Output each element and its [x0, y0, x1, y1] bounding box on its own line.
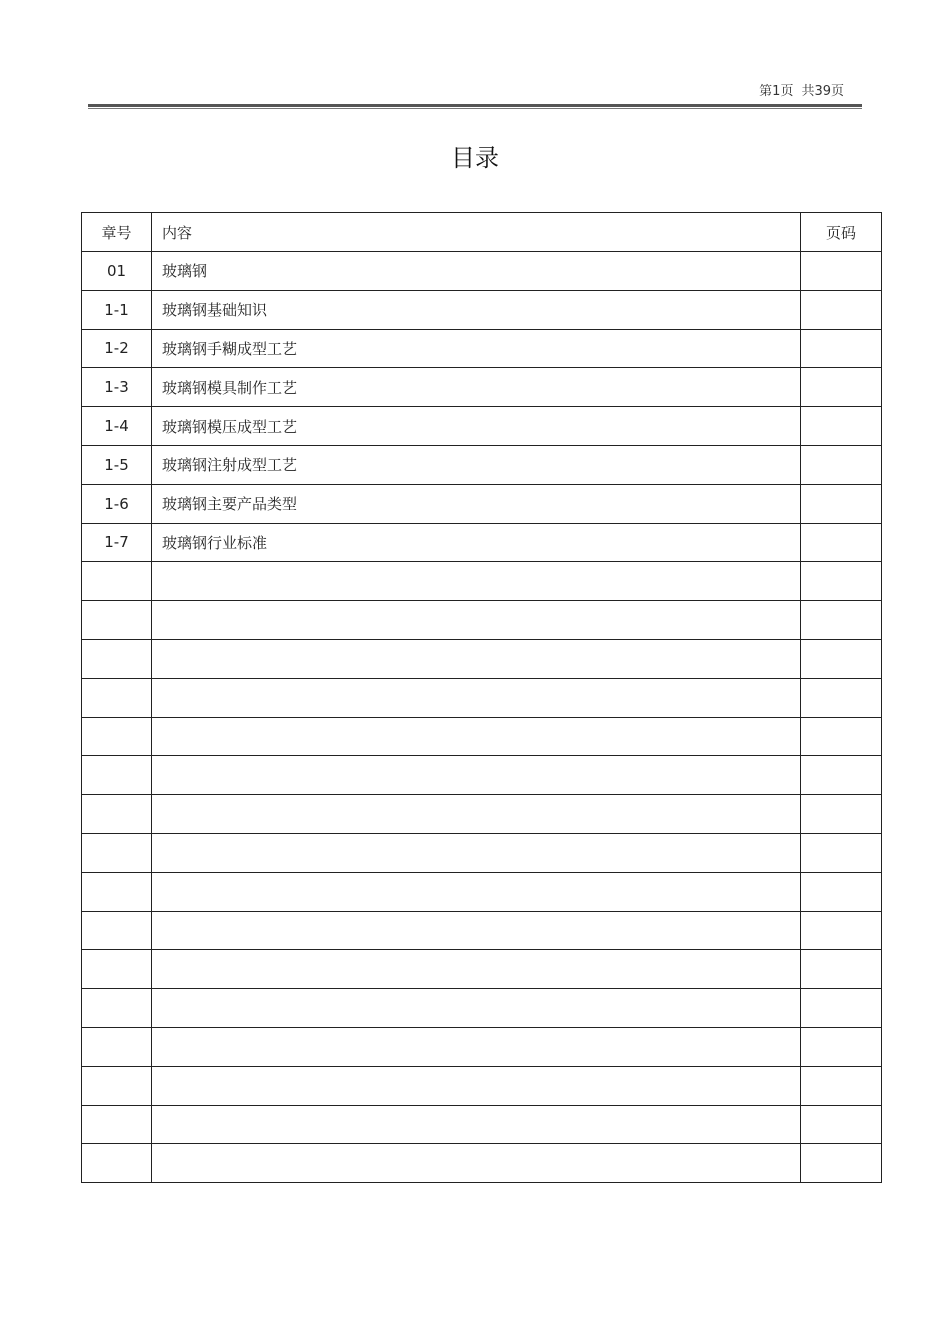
table-row: [82, 795, 882, 834]
content-cell: 玻璃钢模具制作工艺: [152, 368, 801, 407]
toc-header-row: [82, 213, 882, 252]
content-cell: 玻璃钢行业标准: [152, 523, 801, 562]
content-cell: 玻璃钢主要产品类型: [152, 484, 801, 523]
chapter-number-cell: 1-1: [82, 290, 152, 329]
column-header-content: 内容: [152, 213, 801, 252]
content-cell: [152, 717, 801, 756]
chapter-number-cell: [82, 795, 152, 834]
page-number-cell: [801, 872, 882, 911]
content-cell: 玻璃钢基础知识: [152, 290, 801, 329]
table-row: [82, 678, 882, 717]
table-row: [82, 601, 882, 640]
page-number-cell: [801, 989, 882, 1028]
table-row: [82, 523, 882, 562]
page-number-cell: [801, 407, 882, 446]
content-cell: 玻璃钢: [152, 252, 801, 291]
page-number-cell: [801, 911, 882, 950]
chapter-number-cell: 1-5: [82, 445, 152, 484]
page-number-cell: [801, 833, 882, 872]
table-row: [82, 1066, 882, 1105]
table-row: [82, 368, 882, 407]
toc-body: [82, 252, 882, 1183]
table-row: [82, 1144, 882, 1183]
table-row: [82, 1105, 882, 1144]
toc-table: [81, 212, 882, 1183]
chapter-number-cell: [82, 1144, 152, 1183]
content-cell: [152, 1144, 801, 1183]
chapter-number-cell: 1-2: [82, 329, 152, 368]
page-number-cell: [801, 445, 882, 484]
content-cell: [152, 1027, 801, 1066]
chapter-number-cell: [82, 950, 152, 989]
table-row: [82, 484, 882, 523]
table-row: [82, 1027, 882, 1066]
content-cell: [152, 756, 801, 795]
content-cell: 玻璃钢注射成型工艺: [152, 445, 801, 484]
chapter-number-cell: [82, 1105, 152, 1144]
table-row: [82, 833, 882, 872]
content-cell: [152, 833, 801, 872]
total-pages-label: 共39页: [801, 84, 844, 99]
table-row: [82, 639, 882, 678]
table-row: [82, 329, 882, 368]
page-number-header: [759, 80, 844, 99]
page-number-cell: [801, 523, 882, 562]
content-cell: [152, 795, 801, 834]
page-number-cell: [801, 950, 882, 989]
page-number-cell: [801, 368, 882, 407]
chapter-number-cell: 1-4: [82, 407, 152, 446]
page-number-cell: [801, 562, 882, 601]
column-header-page: 页码: [801, 213, 882, 252]
chapter-number-cell: [82, 639, 152, 678]
content-cell: 玻璃钢模压成型工艺: [152, 407, 801, 446]
chapter-number-cell: [82, 678, 152, 717]
page-number-cell: [801, 329, 882, 368]
page-label: 第1页: [759, 84, 794, 99]
chapter-number-cell: [82, 1027, 152, 1066]
chapter-number-cell: [82, 833, 152, 872]
page-number-cell: [801, 601, 882, 640]
content-cell: [152, 989, 801, 1028]
page-number-cell: [801, 795, 882, 834]
page-number-cell: [801, 1066, 882, 1105]
table-row: [82, 445, 882, 484]
chapter-number-cell: [82, 1066, 152, 1105]
column-header-chapter: 章号: [82, 213, 152, 252]
page-number-cell: [801, 1144, 882, 1183]
content-cell: [152, 1105, 801, 1144]
chapter-number-cell: [82, 717, 152, 756]
page-title: 目录: [451, 144, 499, 172]
table-row: [82, 872, 882, 911]
content-cell: 玻璃钢手糊成型工艺: [152, 329, 801, 368]
page-number-cell: [801, 290, 882, 329]
content-cell: [152, 1066, 801, 1105]
table-row: [82, 407, 882, 446]
table-row: [82, 252, 882, 291]
chapter-number-cell: [82, 911, 152, 950]
table-row: [82, 717, 882, 756]
table-row: [82, 989, 882, 1028]
chapter-number-cell: 1-7: [82, 523, 152, 562]
table-row: [82, 290, 882, 329]
content-cell: [152, 562, 801, 601]
page-number-cell: [801, 639, 882, 678]
chapter-number-cell: [82, 872, 152, 911]
page-number-cell: [801, 484, 882, 523]
page-number-cell: [801, 1105, 882, 1144]
chapter-number-cell: [82, 562, 152, 601]
content-cell: [152, 950, 801, 989]
content-cell: [152, 639, 801, 678]
content-cell: [152, 911, 801, 950]
header-rule-thick: [88, 104, 862, 107]
header-rule-thin: [88, 108, 862, 109]
table-row: [82, 562, 882, 601]
page-number-cell: [801, 1027, 882, 1066]
chapter-number-cell: [82, 601, 152, 640]
content-cell: [152, 678, 801, 717]
page-number-cell: [801, 756, 882, 795]
content-cell: [152, 601, 801, 640]
table-row: [82, 911, 882, 950]
chapter-number-cell: [82, 756, 152, 795]
page-number-cell: [801, 717, 882, 756]
chapter-number-cell: 1-6: [82, 484, 152, 523]
chapter-number-cell: 01: [82, 252, 152, 291]
content-cell: [152, 872, 801, 911]
page-number-cell: [801, 252, 882, 291]
chapter-number-cell: 1-3: [82, 368, 152, 407]
table-row: [82, 756, 882, 795]
table-row: [82, 950, 882, 989]
chapter-number-cell: [82, 989, 152, 1028]
page-number-cell: [801, 678, 882, 717]
